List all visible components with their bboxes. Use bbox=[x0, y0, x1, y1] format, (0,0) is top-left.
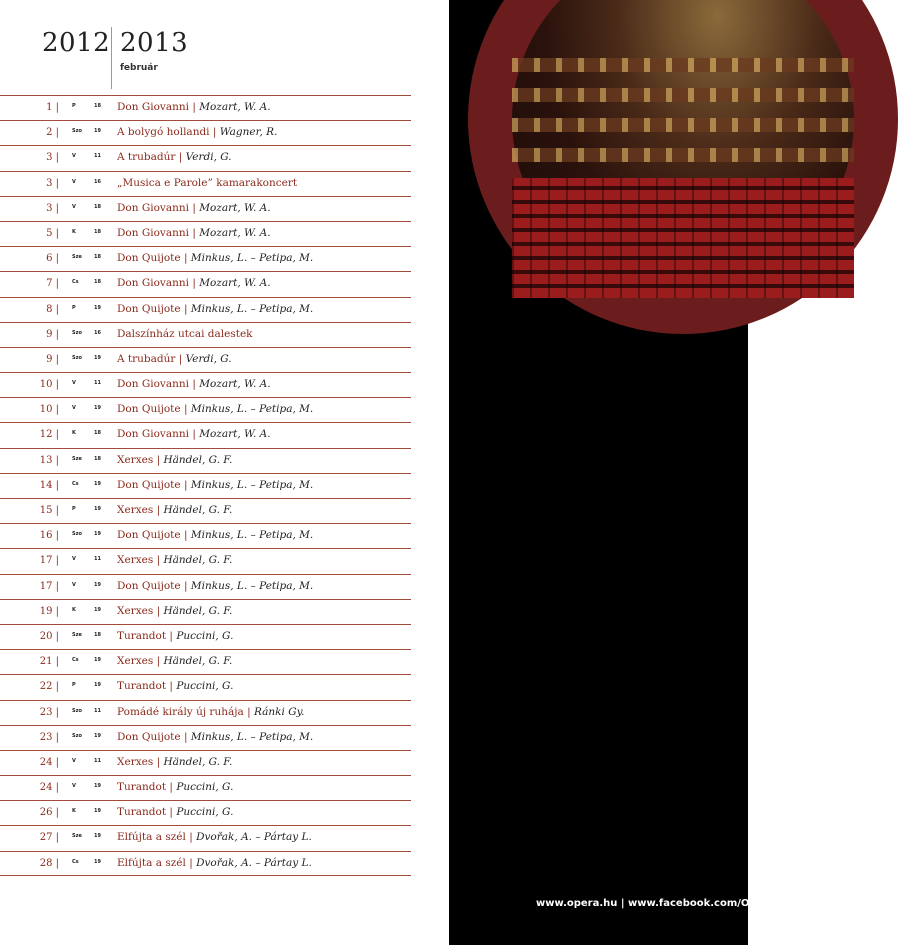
performance-title[interactable] bbox=[117, 479, 313, 491]
title-text: Turandot bbox=[117, 806, 167, 819]
weekday: V bbox=[72, 405, 76, 412]
day-number: 27 | bbox=[39, 832, 59, 844]
weekday: Cs bbox=[72, 858, 79, 865]
start-time: 19 bbox=[94, 304, 101, 311]
header-divider bbox=[111, 27, 112, 89]
composer-name: Ránki Gy. bbox=[254, 705, 305, 718]
composer-name: Mozart, W. A. bbox=[199, 277, 271, 290]
schedule-row bbox=[0, 523, 411, 548]
start-time: 19 bbox=[94, 808, 101, 815]
day-number: 22 | bbox=[39, 681, 59, 693]
start-time: 11 bbox=[94, 153, 101, 160]
title-separator: | bbox=[183, 579, 188, 592]
composer-name: Minkus, L. – Petipa, M. bbox=[190, 529, 314, 542]
schedule-row bbox=[0, 448, 411, 473]
title-separator: | bbox=[169, 680, 173, 693]
weekday: Szo bbox=[72, 354, 82, 361]
schedule-row bbox=[0, 145, 411, 170]
title-text: A trubadúr bbox=[117, 151, 176, 164]
weekday: P bbox=[72, 304, 76, 311]
composer-name: Wagner, R. bbox=[219, 126, 278, 139]
title-separator: | bbox=[183, 529, 188, 542]
title-text: A bolygó hollandi bbox=[117, 126, 210, 139]
day-number: 24 | bbox=[39, 782, 59, 794]
month-label: február bbox=[120, 63, 158, 73]
schedule-row bbox=[0, 246, 411, 271]
performance-title[interactable] bbox=[117, 101, 271, 113]
title-text: Don Giovanni bbox=[117, 201, 189, 214]
title-separator: | bbox=[212, 126, 217, 139]
title-text: Don Giovanni bbox=[117, 101, 189, 113]
day-number: 5 | bbox=[46, 227, 59, 239]
title-text: Don Giovanni bbox=[117, 378, 189, 391]
performance-title[interactable] bbox=[117, 252, 313, 264]
performance-title[interactable] bbox=[117, 126, 277, 138]
title-text: Xerxes bbox=[117, 504, 154, 516]
performance-title[interactable] bbox=[117, 454, 232, 466]
schedule-row bbox=[0, 372, 411, 397]
weekday: Sze bbox=[72, 833, 82, 840]
schedule-row bbox=[0, 473, 411, 498]
title-text: Dalszínház utcai dalestek bbox=[117, 327, 253, 340]
day-number: 10 | bbox=[39, 404, 59, 416]
day-number: 14 | bbox=[39, 479, 59, 491]
day-number: 17 | bbox=[39, 555, 59, 567]
start-time: 19 bbox=[94, 405, 101, 412]
performance-title[interactable] bbox=[117, 328, 253, 340]
composer-name: Dvořak, A. – Pártay L. bbox=[196, 856, 312, 869]
performance-title[interactable] bbox=[117, 706, 305, 718]
schedule-row bbox=[0, 221, 411, 246]
title-text: Elfújta a szél bbox=[117, 856, 186, 869]
composer-name: Mozart, W. A. bbox=[199, 226, 271, 239]
performance-title[interactable] bbox=[117, 731, 313, 743]
day-number: 20 | bbox=[39, 630, 59, 642]
title-text: Don Giovanni bbox=[117, 226, 189, 239]
composer-name: Minkus, L. – Petipa, M. bbox=[190, 302, 314, 315]
start-time: 18 bbox=[94, 631, 101, 638]
title-text: Don Quijote bbox=[117, 730, 181, 743]
schedule-row bbox=[0, 825, 411, 850]
title-separator: | bbox=[189, 831, 193, 844]
title-separator: | bbox=[169, 781, 173, 794]
schedule-row bbox=[0, 700, 411, 725]
day-number: 21 | bbox=[39, 656, 59, 668]
weekday: V bbox=[72, 783, 76, 790]
schedule-row bbox=[0, 624, 411, 649]
composer-name: Händel, G. F. bbox=[163, 453, 233, 466]
weekday: Cs bbox=[72, 657, 79, 664]
composer-name: Mozart, W. A. bbox=[199, 378, 271, 391]
start-time: 19 bbox=[94, 581, 101, 588]
start-time: 18 bbox=[94, 203, 101, 210]
composer-name: Mozart, W. A. bbox=[199, 201, 271, 214]
weekday: P bbox=[72, 682, 76, 689]
performance-title[interactable] bbox=[117, 680, 233, 692]
performance-title[interactable] bbox=[117, 580, 313, 592]
schedule-row bbox=[0, 120, 411, 145]
start-time: 18 bbox=[94, 455, 101, 462]
title-separator: | bbox=[183, 403, 188, 416]
schedule-row bbox=[0, 775, 411, 800]
day-number: 3 | bbox=[46, 202, 59, 214]
start-time: 18 bbox=[94, 279, 101, 286]
start-time: 19 bbox=[94, 858, 101, 865]
start-time: 19 bbox=[94, 480, 101, 487]
weekday: V bbox=[72, 178, 76, 185]
schedule-row bbox=[0, 851, 411, 876]
composer-name: Mozart, W. A. bbox=[199, 428, 271, 441]
weekday: Sze bbox=[72, 455, 82, 462]
day-number: 2 | bbox=[46, 127, 59, 139]
title-text: Pomádé király új ruhája bbox=[117, 705, 244, 718]
title-separator: | bbox=[192, 428, 196, 441]
start-time: 11 bbox=[94, 757, 101, 764]
composer-name: Händel, G. F. bbox=[163, 755, 233, 768]
day-number: 3 | bbox=[46, 177, 59, 189]
performance-title[interactable] bbox=[117, 151, 232, 163]
day-number: 9 | bbox=[46, 328, 59, 340]
schedule-row bbox=[0, 574, 411, 599]
schedule-row bbox=[0, 297, 411, 322]
composer-name: Händel, G. F. bbox=[163, 504, 233, 516]
performance-title[interactable] bbox=[117, 202, 271, 214]
day-number: 15 | bbox=[39, 505, 59, 516]
start-time: 19 bbox=[94, 682, 101, 689]
performance-title[interactable] bbox=[117, 504, 232, 516]
title-separator: | bbox=[156, 604, 161, 617]
day-number: 28 | bbox=[39, 857, 59, 869]
performance-title[interactable] bbox=[117, 605, 232, 617]
day-number: 10 | bbox=[39, 379, 59, 391]
performance-title[interactable] bbox=[117, 227, 271, 239]
weekday: K bbox=[72, 430, 76, 437]
performance-title[interactable] bbox=[117, 177, 297, 189]
performance-title[interactable] bbox=[117, 756, 232, 768]
weekday: Sze bbox=[72, 631, 82, 638]
start-time: 11 bbox=[94, 380, 101, 387]
weekday: Szo bbox=[72, 531, 82, 538]
schedule-row bbox=[0, 548, 411, 573]
weekday: Szo bbox=[72, 329, 82, 336]
composer-name: Händel, G. F. bbox=[163, 554, 233, 567]
composer-name: Minkus, L. – Petipa, M. bbox=[190, 478, 314, 491]
composer-name: Minkus, L. – Petipa, M. bbox=[190, 252, 314, 265]
weekday: Sze bbox=[72, 254, 82, 261]
weekday: V bbox=[72, 757, 76, 764]
performance-title[interactable] bbox=[117, 781, 233, 793]
start-time: 18 bbox=[94, 103, 101, 109]
schedule-row bbox=[0, 725, 411, 750]
title-separator: | bbox=[178, 151, 183, 164]
day-number: 1 | bbox=[46, 102, 59, 113]
weekday: V bbox=[72, 581, 76, 588]
title-text: Don Giovanni bbox=[117, 277, 189, 290]
day-number: 9 | bbox=[46, 353, 59, 365]
schedule-row bbox=[0, 196, 411, 221]
title-separator: | bbox=[156, 554, 161, 567]
start-time: 19 bbox=[94, 606, 101, 613]
schedule-row bbox=[0, 750, 411, 775]
day-number: 8 | bbox=[46, 303, 59, 315]
weekday: Cs bbox=[72, 480, 79, 487]
schedule-row bbox=[0, 322, 411, 347]
weekday: K bbox=[72, 808, 76, 815]
start-time: 19 bbox=[94, 531, 101, 538]
weekday: Szo bbox=[72, 128, 82, 135]
title-text: Don Quijote bbox=[117, 252, 181, 265]
title-separator: | bbox=[192, 201, 196, 214]
schedule-row bbox=[0, 422, 411, 447]
title-separator: | bbox=[192, 101, 196, 113]
performance-title[interactable] bbox=[117, 529, 313, 541]
opera-hall-photo bbox=[512, 0, 854, 290]
title-separator: | bbox=[178, 352, 183, 365]
weekday: V bbox=[72, 380, 76, 387]
start-time: 19 bbox=[94, 783, 101, 790]
start-time: 18 bbox=[94, 254, 101, 261]
title-text: Xerxes bbox=[117, 554, 154, 567]
composer-name: Verdi, G. bbox=[185, 352, 232, 365]
title-separator: | bbox=[156, 504, 161, 516]
title-separator: | bbox=[192, 277, 196, 290]
composer-name: Minkus, L. – Petipa, M. bbox=[190, 403, 314, 416]
weekday: V bbox=[72, 203, 76, 210]
schedule-row bbox=[0, 599, 411, 624]
performance-title[interactable] bbox=[117, 428, 271, 440]
day-number: 7 | bbox=[46, 278, 59, 290]
weekday: Szo bbox=[72, 732, 82, 739]
start-time: 19 bbox=[94, 128, 101, 135]
title-text: Elfújta a szél bbox=[117, 831, 186, 844]
performance-title[interactable] bbox=[117, 554, 232, 566]
title-text: Don Quijote bbox=[117, 403, 181, 416]
day-number: 23 | bbox=[39, 706, 59, 718]
weekday: K bbox=[72, 228, 76, 235]
start-time: 11 bbox=[94, 707, 101, 714]
title-text: Turandot bbox=[117, 680, 167, 693]
schedule-row bbox=[0, 397, 411, 422]
day-number: 17 | bbox=[39, 580, 59, 592]
composer-name: Minkus, L. – Petipa, M. bbox=[190, 579, 314, 592]
day-number: 24 | bbox=[39, 756, 59, 768]
year-right: 2013 bbox=[120, 28, 189, 58]
composer-name: Puccini, G. bbox=[176, 781, 234, 794]
title-text: Xerxes bbox=[117, 755, 154, 768]
title-text: Xerxes bbox=[117, 453, 154, 466]
schedule-list bbox=[0, 95, 411, 876]
start-time: 19 bbox=[94, 657, 101, 664]
performance-title[interactable] bbox=[117, 806, 233, 818]
start-time: 18 bbox=[94, 228, 101, 235]
title-separator: | bbox=[183, 730, 188, 743]
title-separator: | bbox=[169, 806, 173, 819]
start-time: 19 bbox=[94, 833, 101, 840]
title-separator: | bbox=[156, 453, 161, 466]
day-number: 23 | bbox=[39, 731, 59, 743]
performance-title[interactable] bbox=[117, 831, 312, 843]
weekday: V bbox=[72, 153, 76, 160]
day-number: 16 | bbox=[39, 530, 59, 542]
right-panel bbox=[449, 0, 795, 945]
weekday: P bbox=[72, 103, 76, 109]
start-time: 16 bbox=[94, 178, 101, 185]
schedule-row bbox=[0, 498, 411, 523]
composer-name: Mozart, W. A. bbox=[199, 101, 271, 113]
schedule-row bbox=[0, 95, 411, 120]
composer-name: Dvořak, A. – Pártay L. bbox=[196, 831, 312, 844]
start-time: 19 bbox=[94, 506, 101, 512]
title-separator: | bbox=[183, 302, 188, 315]
schedule-row bbox=[0, 674, 411, 699]
composer-name: Händel, G. F. bbox=[163, 604, 233, 617]
title-text: Don Quijote bbox=[117, 529, 181, 542]
start-time: 19 bbox=[94, 354, 101, 361]
performance-title[interactable] bbox=[117, 403, 313, 415]
title-text: Don Quijote bbox=[117, 478, 181, 491]
title-text: A trubadúr bbox=[117, 352, 176, 365]
title-text: Xerxes bbox=[117, 655, 154, 668]
title-separator: | bbox=[156, 755, 161, 768]
weekday: Cs bbox=[72, 279, 79, 286]
performance-title[interactable] bbox=[117, 277, 271, 289]
composer-name: Händel, G. F. bbox=[163, 655, 233, 668]
schedule-row bbox=[0, 800, 411, 825]
title-separator: | bbox=[169, 629, 173, 642]
composer-name: Puccini, G. bbox=[176, 629, 234, 642]
performance-title[interactable] bbox=[117, 655, 232, 667]
title-text: Turandot bbox=[117, 781, 167, 794]
start-time: 19 bbox=[94, 732, 101, 739]
day-number: 3 | bbox=[46, 152, 59, 164]
start-time: 18 bbox=[94, 430, 101, 437]
composer-name: Puccini, G. bbox=[176, 806, 234, 819]
composer-name: Puccini, G. bbox=[176, 680, 234, 693]
title-separator: | bbox=[189, 856, 193, 869]
title-text: Xerxes bbox=[117, 604, 154, 617]
title-separator: | bbox=[156, 655, 161, 668]
year-left: 2012 bbox=[42, 28, 111, 58]
day-number: 12 | bbox=[39, 429, 59, 441]
title-text: Don Giovanni bbox=[117, 428, 189, 441]
performance-title[interactable] bbox=[117, 353, 232, 365]
title-text: Turandot bbox=[117, 629, 167, 642]
weekday: V bbox=[72, 556, 76, 563]
weekday: Szo bbox=[72, 707, 82, 714]
title-text: Don Quijote bbox=[117, 302, 181, 315]
performance-title[interactable] bbox=[117, 303, 313, 315]
weekday: K bbox=[72, 606, 76, 613]
performance-title[interactable] bbox=[117, 630, 233, 642]
schedule-row bbox=[0, 171, 411, 196]
performance-title[interactable] bbox=[117, 378, 271, 390]
weekday: P bbox=[72, 506, 76, 512]
day-number: 26 | bbox=[39, 807, 59, 819]
start-time: 11 bbox=[94, 556, 101, 563]
title-text: „Musica e Parole” kamarakoncert bbox=[117, 176, 298, 189]
title-separator: | bbox=[247, 705, 251, 718]
footer-links[interactable]: www.opera.hu | www.facebook.com/Operahaz bbox=[536, 898, 795, 909]
start-time: 16 bbox=[94, 329, 101, 336]
day-number: 19 | bbox=[39, 605, 59, 617]
performance-title[interactable] bbox=[117, 857, 312, 869]
title-text: Don Quijote bbox=[117, 579, 181, 592]
seats-illustration bbox=[512, 178, 854, 298]
schedule-row bbox=[0, 347, 411, 372]
title-separator: | bbox=[183, 478, 188, 491]
day-number: 6 | bbox=[46, 253, 59, 265]
schedule-row bbox=[0, 649, 411, 674]
composer-name: Verdi, G. bbox=[185, 151, 232, 164]
schedule-row bbox=[0, 271, 411, 296]
title-separator: | bbox=[192, 226, 196, 239]
title-separator: | bbox=[192, 378, 196, 391]
day-number: 13 | bbox=[39, 454, 59, 466]
title-separator: | bbox=[183, 252, 188, 265]
composer-name: Minkus, L. – Petipa, M. bbox=[190, 730, 314, 743]
